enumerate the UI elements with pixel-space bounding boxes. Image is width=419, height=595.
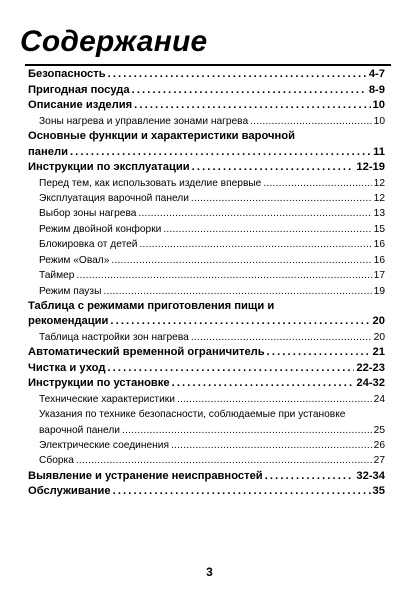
toc-leader-dots xyxy=(138,206,371,221)
toc-entry-label: Выбор зоны нагрева xyxy=(39,208,137,220)
toc-subentry xyxy=(28,329,385,344)
toc-entry-label: Режим «Овал» xyxy=(39,254,110,266)
toc-entry xyxy=(28,299,385,314)
toc-entry-page: 8-9 xyxy=(368,83,385,96)
toc-leader-dots xyxy=(171,438,372,453)
toc-entry-label: Эксплуатация варочной панели xyxy=(39,192,189,204)
toc-leader-dots xyxy=(263,176,371,191)
toc-entry-label: варочной панели xyxy=(39,424,120,436)
toc-entry-page: 24-32 xyxy=(356,377,385,390)
toc-entry-page: 12 xyxy=(373,177,385,189)
toc-entry-label: Безопасность xyxy=(28,68,106,81)
toc-entry-label: рекомендации xyxy=(28,315,109,328)
toc-subentry xyxy=(28,237,385,252)
toc-entry-page: 20 xyxy=(372,315,385,328)
toc-entry xyxy=(28,468,385,483)
toc-entry-page: 26 xyxy=(373,439,385,451)
toc-entry-label: Блокировка от детей xyxy=(39,239,138,251)
toc-subentry xyxy=(28,268,385,283)
toc-entry xyxy=(28,345,385,360)
toc-entry xyxy=(28,67,385,82)
toc-entry-label: панели xyxy=(28,145,68,158)
toc-subentry xyxy=(28,113,385,128)
toc-subentry xyxy=(28,252,385,267)
toc-leader-dots xyxy=(250,114,372,129)
toc-entry-page: 20 xyxy=(373,331,385,343)
toc-leader-dots xyxy=(70,145,371,160)
toc-entry-page: 22-23 xyxy=(356,361,385,374)
toc-subentry xyxy=(28,453,385,468)
toc-entry-page: 19 xyxy=(373,285,385,297)
toc-entry xyxy=(28,160,385,175)
toc-subentry xyxy=(28,221,385,236)
toc-entry-label: Основные функции и характеристики варочной xyxy=(28,130,295,143)
toc-entry-label: Обслуживание xyxy=(28,485,111,498)
toc-entry-page: 11 xyxy=(373,145,385,158)
toc-entry-label: Электрические соединения xyxy=(39,439,169,451)
toc-entry-label: Зоны нагрева и управление зонами нагрева xyxy=(39,115,249,127)
toc-entry-label: Инструкции по эксплуатации xyxy=(28,161,190,174)
toc-entry-label: Автоматический временной ограничитель xyxy=(28,346,265,359)
toc-subentry xyxy=(28,422,385,437)
toc-subentry xyxy=(28,191,385,206)
toc-entry-page: 10 xyxy=(373,115,385,127)
toc-leader-dots xyxy=(265,469,355,484)
toc-leader-dots xyxy=(113,484,371,499)
toc-subentry xyxy=(28,391,385,406)
toc-entry-label: Технические характеристики xyxy=(39,393,175,405)
toc-subentry xyxy=(28,283,385,298)
toc-entry xyxy=(28,314,385,329)
toc-subentry xyxy=(28,206,385,221)
toc-entry-label: Описание изделия xyxy=(28,99,133,112)
toc-entry xyxy=(28,376,385,391)
toc-entry-page: 17 xyxy=(373,270,385,282)
toc-entry-label: Указания по технике безопасности, соблюдаемые при установке xyxy=(39,409,346,421)
toc-entry-page: 12 xyxy=(373,192,385,204)
toc-leader-dots xyxy=(177,392,372,407)
toc-leader-dots xyxy=(76,268,371,283)
toc-entry-label: Перед тем, как использовать изделие впервые xyxy=(39,177,262,189)
toc-leader-dots xyxy=(103,284,371,299)
toc-leader-dots xyxy=(192,160,355,175)
title-divider xyxy=(25,64,391,66)
toc-entry xyxy=(28,82,385,97)
toc-entry-label: Таблица с режимами приготовления пищи и xyxy=(28,300,275,312)
toc-entry-label: Режим паузы xyxy=(39,285,102,297)
toc-leader-dots xyxy=(139,237,371,252)
toc-entry-label: Инструкции по установке xyxy=(28,377,170,390)
toc-leader-dots xyxy=(107,361,354,376)
toc-entry-label: Таблица настройки зон нагрева xyxy=(39,331,189,343)
toc-leader-dots xyxy=(134,98,370,113)
toc-leader-dots xyxy=(111,253,371,268)
toc-entry-label: Пригодная посуда xyxy=(28,83,130,96)
toc-entry-label: Сборка xyxy=(39,455,74,467)
toc-entry-label: Таймер xyxy=(39,270,75,282)
toc-subentry xyxy=(28,438,385,453)
toc-entry xyxy=(28,484,385,499)
table-of-contents xyxy=(28,67,385,499)
page-title: Содержание xyxy=(20,25,208,58)
toc-subentry xyxy=(28,175,385,190)
toc-leader-dots xyxy=(110,314,370,329)
toc-entry-page: 13 xyxy=(373,208,385,220)
toc-leader-dots xyxy=(122,423,372,438)
toc-leader-dots xyxy=(191,191,372,206)
toc-entry xyxy=(28,129,385,144)
toc-entry-label: Выявление и устранение неисправностей xyxy=(28,469,263,482)
toc-leader-dots xyxy=(267,345,371,360)
toc-leader-dots xyxy=(191,330,372,345)
toc-leader-dots xyxy=(108,67,367,82)
toc-entry-page: 16 xyxy=(373,254,385,266)
toc-entry-label: Режим двойной конфорки xyxy=(39,223,162,235)
toc-entry-page: 4-7 xyxy=(368,68,385,81)
toc-entry xyxy=(28,360,385,375)
toc-leader-dots xyxy=(132,83,367,98)
toc-entry xyxy=(28,98,385,113)
toc-entry-page: 25 xyxy=(373,424,385,436)
toc-entry xyxy=(28,144,385,159)
toc-leader-dots xyxy=(172,376,355,391)
toc-entry-page: 21 xyxy=(372,346,385,359)
page-number: 3 xyxy=(206,565,213,579)
toc-entry-page: 10 xyxy=(372,99,385,112)
toc-entry-page: 35 xyxy=(372,485,385,498)
toc-entry-page: 16 xyxy=(373,239,385,251)
toc-entry-page: 15 xyxy=(373,223,385,235)
toc-entry-page: 24 xyxy=(373,393,385,405)
toc-entry-label: Чистка и уход xyxy=(28,361,106,374)
toc-entry-page: 32-34 xyxy=(356,469,385,482)
toc-entry-page: 27 xyxy=(373,455,385,467)
toc-entry-page: 12-19 xyxy=(356,161,385,174)
toc-leader-dots xyxy=(163,222,371,237)
toc-subentry xyxy=(28,407,385,422)
toc-leader-dots xyxy=(76,453,372,468)
